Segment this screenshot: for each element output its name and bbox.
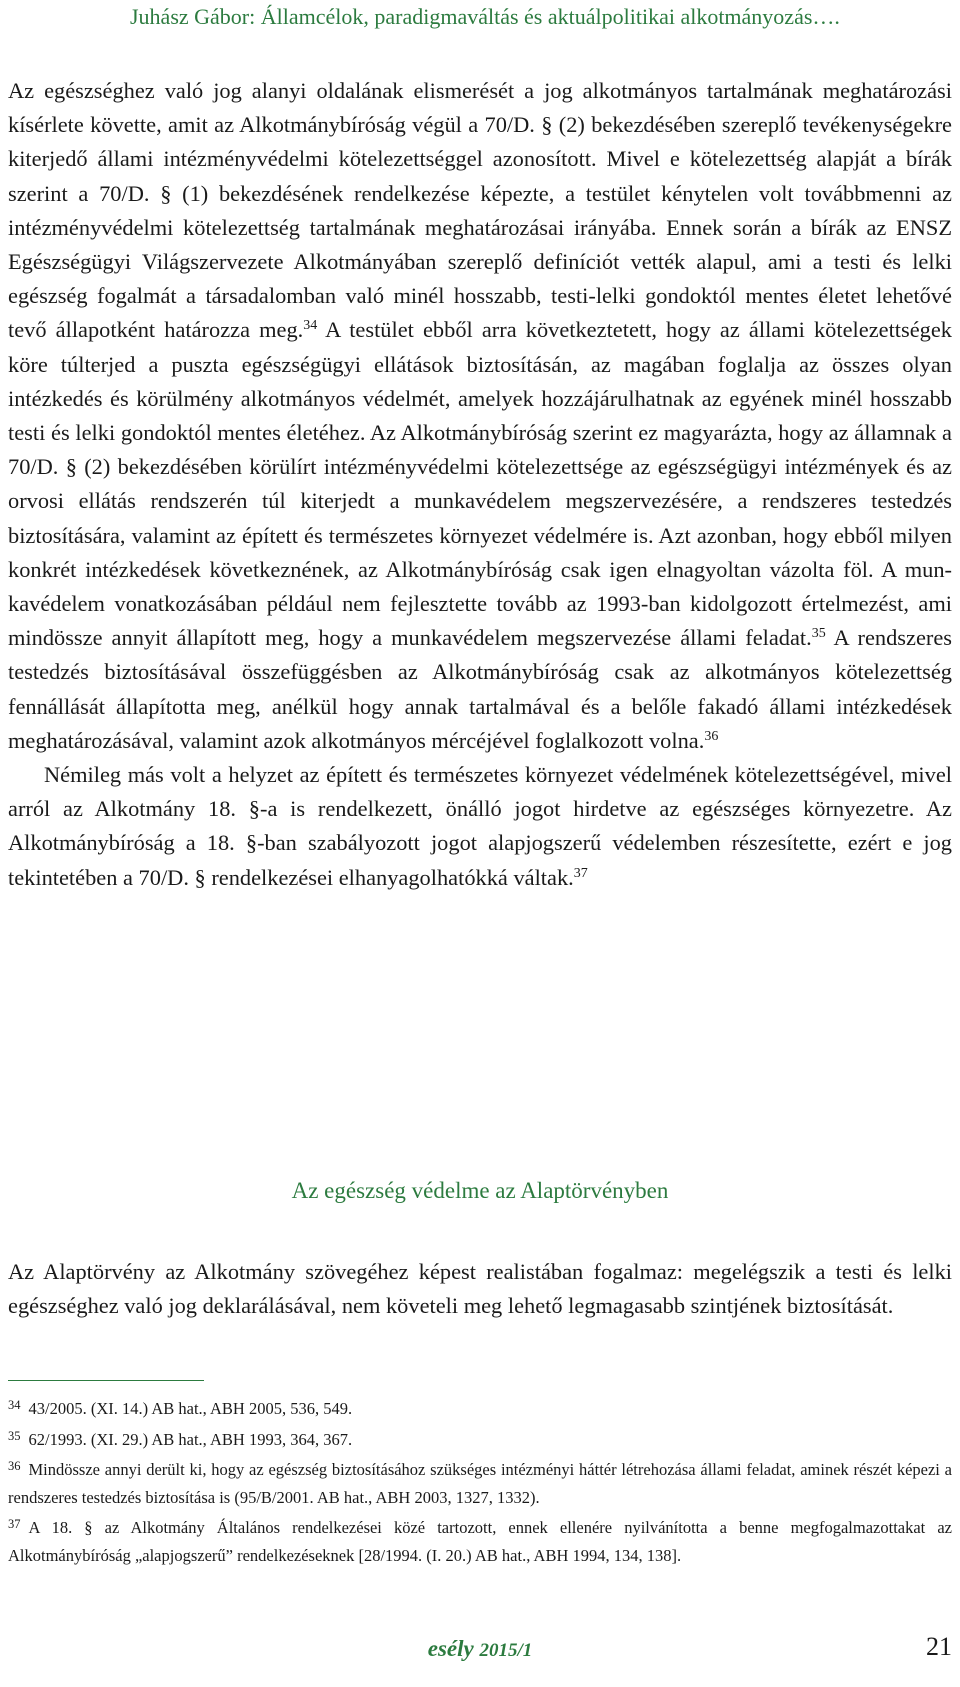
footnotes xyxy=(8,1392,952,1569)
section-title: Az egészség védelme az Alaptörvényben xyxy=(291,1178,669,1203)
paragraph-1 xyxy=(8,74,952,758)
footnote-text: 62/1993. (XI. 29.) AB hat., ABH 1993, 364, 367. xyxy=(28,1429,353,1449)
paragraph-2 xyxy=(8,758,952,895)
journal-issue: 2015/1 xyxy=(479,1640,533,1661)
page-number: 21 xyxy=(926,1632,952,1661)
footnote-number: 37 xyxy=(8,1517,21,1531)
journal-footer xyxy=(0,1636,960,1662)
footnote-ref-37[interactable]: 37 xyxy=(573,865,588,881)
main-text xyxy=(8,74,952,895)
footnote-34 xyxy=(8,1392,952,1423)
paragraph-2-text: Némileg más volt a helyzet az épített és természetes környezet védelmének kötelezettségével, mivel arról az Alkotmány 18. §-a is rendelkezett, önálló jogot hirdetve az egészséges környezetre. Az Alkotmánybíróság a 18. §-ban szabályozott jogot alapjogszerű védelemben részesítette, ezért e jog tekintetében a 70/D. § rendelkezései elhanyagolhatókká váltak. xyxy=(8,762,952,890)
footnote-35 xyxy=(8,1423,952,1454)
footnote-divider xyxy=(8,1380,204,1381)
footnote-text: Mindössze annyi derült ki, hogy az egészség biztosításához szükséges intézményi háttér létrehozása állami feladat, aminek részét képezi a rendszeres testedzés biztosítása is (95/B/2001. AB hat., ABH 2003, 1327, 1332). xyxy=(8,1460,952,1507)
footnote-36 xyxy=(8,1453,952,1511)
journal-name: esély xyxy=(427,1636,474,1661)
footnote-37 xyxy=(8,1511,952,1569)
footnote-ref-36[interactable]: 36 xyxy=(704,728,719,744)
footnote-ref-34[interactable]: 34 xyxy=(303,318,318,334)
paragraph-1-part-1: Az egészséghez való jog alanyi oldalának elismerését a jog alkotmányos tartalmának meghatározási kísérlete követte, amit az Alkotmánybíróság végül a 70/D. § (2) bekezdésében szereplő tevékenységekre kiterjedő állami intézményvédelmi kötelezettséggel azonosított. Mivel e kötelezettség alapját a bírák szerint a 70/D. § (1) bekezdésének rendelkezése képezte, a testület kénytelen volt továbbmenni az intézményvédelmi kötelezettség tartalmának meghatározásai irányába. Ennek során a bírák az ENSZ Egészségügyi Világszervezete Alkotmányában szereplő definíciót vették alapul, ami a testi és lelki egészség fogalmát a társadalomban való minél hosszabb, testi-lelki gondoktól mentes életet lehetővé tevő állapotként határozza meg. xyxy=(8,78,952,343)
running-header: Juhász Gábor: Államcélok, paradigmaváltás és aktuálpolitikai alkotmányozás…. xyxy=(130,4,840,29)
footnote-ref-35[interactable]: 35 xyxy=(811,626,826,642)
footnote-number: 34 xyxy=(8,1398,21,1412)
paragraph-3: Az Alaptörvény az Alkotmány szövegéhez képest realistában fogalmaz: megelégszik a testi és lelki egészséghez való jog deklarálásával, nem követeli meg lehető legmagasabb szintjének biztosítását. xyxy=(8,1259,952,1319)
section-text xyxy=(8,1255,952,1323)
footnote-text: A 18. § az Alkotmány Általános rendelkezései közé tartozott, ennek ellenére nyilvánította a benne megfogalmazottakat az Alkotmánybíróság „alapjogszerű” rendelkezéseknek [28/1994. (I. 20.) AB hat., ABH 1994, 134, 138]. xyxy=(8,1518,952,1565)
footnote-number: 36 xyxy=(8,1459,21,1473)
footnote-text: 43/2005. (XI. 14.) AB hat., ABH 2005, 536, 549. xyxy=(28,1399,353,1418)
paragraph-1-part-2: A testület ebből arra következtetett, hogy az állami kötelezettségek köre túlterjed a puszta egészségügyi ellátások biztosításán, az magában foglalja az összes olyan intézkedés és körülmény alkotmányos védelmét, amelyek hozzájárulhatnak az egyének minél hosszabb testi és lelki gondoktól mentes életéhez. Az Alkotmánybíróság szerint ez magyarázta, hogy az államnak a 70/D. § (2) bekezdésében körülírt intézményvédelmi kötelezettsége az egészségügyi intézmények és az orvosi ellátás rendszerén túl kiterjedt a munkavédelem megszervezésére, a rendszeres testedzés biztosítására, valamint az épített és természetes környezet védelmére is. Azt azonban, hogy ebből milyen konkrét intézkedések következnének, az Alkotmánybíróság csak igen elnagyoltan vázolta föl. A munkavédelem vonatkozásában például nem fejlesztette tovább az 1993-ban kidolgozott értelmezést, ami mindössze annyit állapított meg, hogy a munkavédelem megszervezése állami feladat. xyxy=(8,317,952,651)
paragraph-1-part-3: A rendszeres testedzés biztosításával összefüggésben az Alkotmánybíróság csak az alkotmányos kötelezettség fennállását állapította meg, anélkül hogy annak tartalmával és a belőle fakadó állami intézkedések meghatározásával, valamint azok alkotmányos mércéjével foglalkozott volna. xyxy=(8,625,952,753)
footnote-number: 35 xyxy=(8,1428,21,1443)
